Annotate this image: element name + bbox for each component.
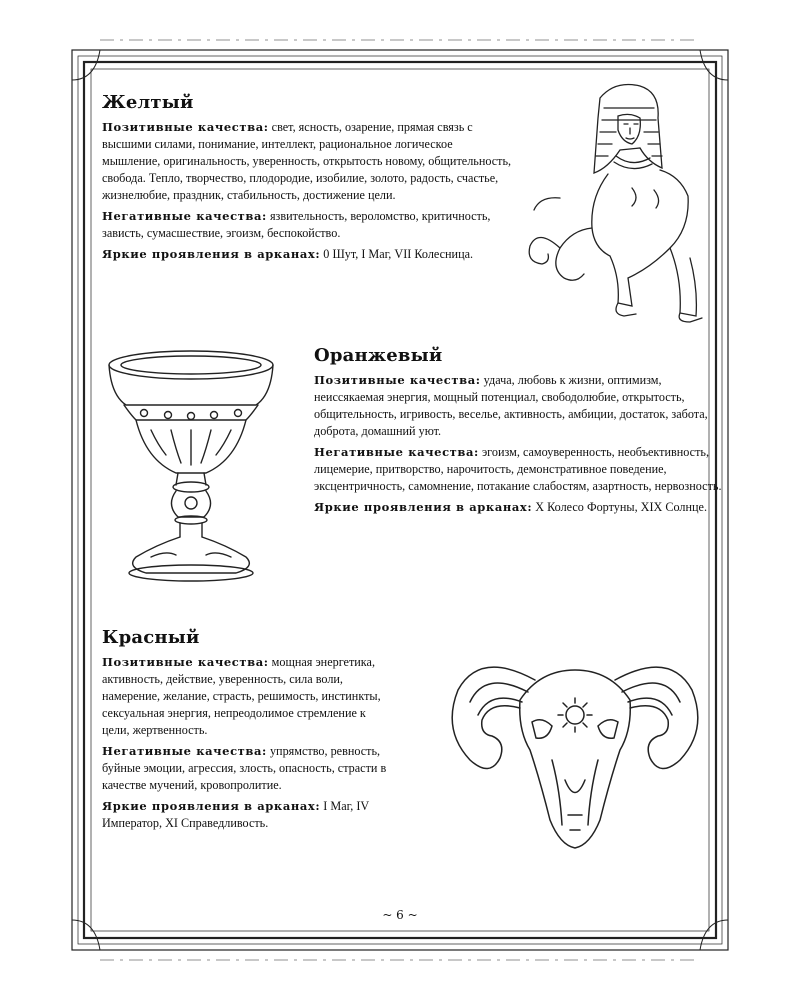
negative-qualities (314, 444, 726, 495)
arcana-text: I Маг, IV Император, XI Справедливость. (102, 799, 370, 830)
positive-text: удача, любовь к жизни, оптимизм, неиссякаемая энергия, мощный потенциал, свободолюбие, открытость, общительность, игривость, веселье, активность, амбиции, достаток, забота, доброта, домашний уют. (314, 373, 708, 438)
positive-qualities (102, 119, 512, 204)
negative-text: эгоизм, самоуверенность, необъективность, лицемерие, притворство, нарочитость, демонстративное поведение, эксцентричность, самомнение, потакание слабостям, азартность, нервозность. (314, 445, 722, 493)
positive-label: Позитивные качества: (102, 655, 269, 669)
section-title: Желтый (102, 92, 194, 113)
positive-qualities (102, 654, 392, 739)
positive-text: мощная энергетика, активность, действие, уверенность, сила воли, намерение, желание, страсть, решимость, инстинкты, сексуальная энергия, непреодолимое стремление к цели, жертвенность. (102, 655, 381, 737)
negative-label: Негативные качества: (102, 744, 267, 758)
ram-skull-illustration (440, 630, 710, 870)
arcana-text: 0 Шут, I Маг, VII Колесница. (323, 247, 474, 261)
arcana (102, 798, 392, 832)
negative-label: Негативные качества: (314, 445, 479, 459)
sphinx-illustration (520, 78, 730, 328)
positive-label: Позитивные качества: (102, 120, 269, 134)
positive-qualities (314, 372, 726, 440)
arcana-label: Яркие проявления в арканах: (102, 799, 321, 813)
positive-text: свет, ясность, озарение, прямая связь с высшими силами, понимание, интеллект, рациональное логическое мышление, оригинальность, уверенность, открытость новому, общительность, свобода. Тепло, творчество, плодородие, изобилие, золото, радость, счастье, жизнелюбие, праздник, стабильность, достижение цели. (102, 120, 512, 202)
arcana (102, 246, 512, 263)
section-orange (314, 345, 726, 520)
section-red (102, 627, 392, 836)
negative-label: Негативные качества: (102, 209, 267, 223)
chalice-illustration (96, 345, 286, 585)
arcana (314, 499, 726, 516)
negative-text: упрямство, ревность, буйные эмоции, агрессия, злость, опасность, страсти в качестве мучений, кровопролитие. (102, 744, 387, 792)
arcana-text: X Колесо Фортуны, XIX Солнце. (535, 500, 708, 514)
section-yellow (102, 92, 512, 267)
arcana-label: Яркие проявления в арканах: (314, 500, 533, 514)
section-title: Красный (102, 627, 200, 648)
negative-text: язвительность, вероломство, критичность, зависть, сумасшествие, эгоизм, беспокойство. (102, 209, 491, 240)
section-title: Оранжевый (314, 345, 443, 366)
page-number: ~ 6 ~ (382, 908, 418, 922)
negative-qualities (102, 208, 512, 242)
arcana-label: Яркие проявления в арканах: (102, 247, 321, 261)
negative-qualities (102, 743, 392, 794)
positive-label: Позитивные качества: (314, 373, 481, 387)
